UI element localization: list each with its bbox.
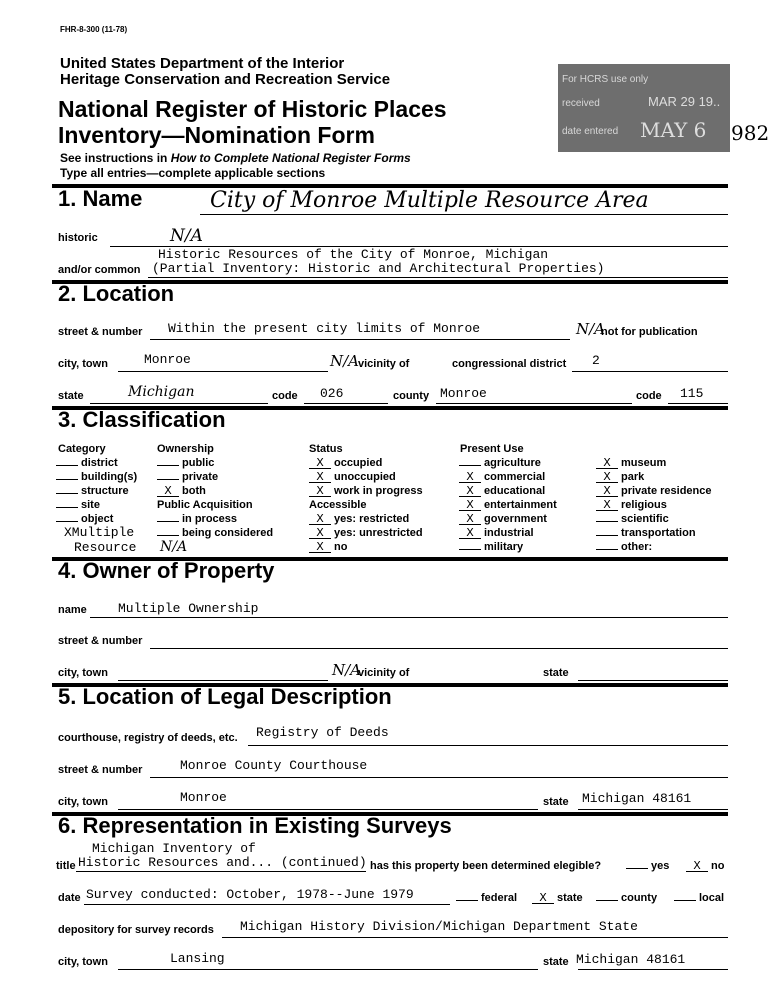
survey-state-value: Michigan 48161 — [576, 952, 686, 967]
acquisition-in-process[interactable]: in process — [157, 513, 237, 525]
accessible-restricted[interactable]: X yes: restricted — [309, 513, 409, 525]
ownership-private[interactable]: private — [157, 471, 218, 483]
use-industrial[interactable]: X industrial — [459, 527, 534, 539]
category-multiple: XMultiple — [64, 525, 135, 540]
section-2-heading: 2. Location — [58, 281, 175, 306]
eligible-yes[interactable]: yes — [626, 860, 669, 872]
status-occupied[interactable]: X occupied — [309, 457, 382, 469]
legal-street-label: street & number — [58, 764, 143, 776]
acquisition-heading: Public Acquisition — [157, 499, 253, 511]
use-other[interactable]: other: — [596, 541, 652, 553]
eligible-question: has this property been determined elegible? — [370, 860, 602, 872]
survey-date-value: Survey conducted: October, 1978--June 1979 — [86, 887, 414, 902]
owner-state-label: state — [543, 667, 569, 679]
state-code-value: 026 — [320, 386, 344, 401]
status-work-in-progress[interactable]: X work in progress — [309, 485, 423, 497]
vicinity-na: N/A — [330, 352, 360, 370]
form-title-line-1: National Register of Historic Places — [58, 96, 447, 122]
county-value: Monroe — [440, 386, 487, 401]
section-4-heading: 4. Owner of Property — [58, 558, 275, 583]
ownership-public[interactable]: public — [157, 457, 214, 469]
county-code-label: code — [636, 390, 662, 402]
owner-street-label: street & number — [58, 635, 143, 647]
county-code-value: 115 — [680, 386, 704, 401]
legal-city-label: city, town — [58, 796, 108, 808]
courthouse-value: Registry of Deeds — [256, 725, 389, 740]
legal-street-value: Monroe County Courthouse — [180, 758, 368, 773]
hcrs-use-only-stamp: For HCRS use only received MAR 29 19.. date entered MAY 6 — [558, 64, 730, 152]
congressional-value: 2 — [592, 353, 600, 368]
section-3-heading: 3. Classification — [58, 407, 226, 432]
survey-federal[interactable]: federal — [456, 892, 517, 904]
legal-state-label: state — [543, 796, 569, 808]
street-label: street & number — [58, 326, 143, 338]
category-resource: Resource — [74, 540, 137, 555]
survey-title-line-2: Historic Resources and... (continued) — [78, 855, 367, 870]
category-heading: Category — [58, 443, 106, 455]
not-publication-na: N/A — [576, 320, 606, 338]
owner-name-value: Multiple Ownership — [118, 601, 259, 616]
owner-vicinity-na: N/A — [332, 661, 362, 679]
survey-local[interactable]: local — [674, 892, 724, 904]
instructions-line-1: See instructions in How to Complete National Register Forms — [60, 151, 411, 165]
stamp-year: 982 — [731, 121, 770, 145]
status-unoccupied[interactable]: X unoccupied — [309, 471, 396, 483]
congressional-label: congressional district — [452, 358, 567, 370]
use-entertainment[interactable]: X entertainment — [459, 499, 557, 511]
ownership-both[interactable]: X both — [157, 485, 206, 497]
county-label: county — [393, 390, 430, 402]
use-religious[interactable]: X religious — [596, 499, 667, 511]
use-commercial[interactable]: X commercial — [459, 471, 545, 483]
courthouse-label: courthouse, registry of deeds, etc. — [58, 732, 238, 744]
depository-value: Michigan History Division/Michigan Department State — [240, 919, 638, 934]
eligible-no[interactable]: X no — [686, 860, 724, 872]
agency-line-2: Heritage Conservation and Recreation Service — [60, 71, 391, 88]
use-agriculture[interactable]: agriculture — [459, 457, 541, 469]
acquisition-na: N/A — [160, 539, 188, 555]
use-museum[interactable]: X museum — [596, 457, 666, 469]
state-value: Michigan — [128, 384, 195, 400]
section-6-heading: 6. Representation in Existing Surveys — [58, 813, 452, 838]
state-label: state — [58, 390, 84, 402]
city-label: city, town — [58, 358, 108, 370]
legal-city-value: Monroe — [180, 790, 227, 805]
not-publication-label: not for publication — [601, 326, 698, 338]
accessible-no[interactable]: X no — [309, 541, 347, 553]
present-use-heading: Present Use — [460, 443, 524, 455]
use-government[interactable]: X government — [459, 513, 547, 525]
legal-state-value: Michigan 48161 — [582, 791, 692, 806]
accessible-unrestricted[interactable]: X yes: unrestricted — [309, 527, 423, 539]
use-military[interactable]: military — [459, 541, 523, 553]
owner-name-label: name — [58, 604, 87, 616]
acquisition-being-considered[interactable]: being considered — [157, 527, 273, 539]
handwritten-name: City of Monroe Multiple Resource Area — [210, 188, 649, 213]
category-district[interactable]: district — [56, 457, 118, 469]
status-heading: Status — [309, 443, 343, 455]
use-educational[interactable]: X educational — [459, 485, 545, 497]
common-name-line-1: Historic Resources of the City of Monroe, Michigan — [158, 247, 549, 262]
vicinity-label: vicinity of — [358, 358, 410, 370]
agency-line-1: United States Department of the Interior — [60, 55, 345, 72]
use-transportation[interactable]: transportation — [596, 527, 696, 539]
form-title-line-2: Inventory—Nomination Form — [58, 122, 375, 148]
historic-value: N/A — [170, 226, 203, 246]
survey-city-value: Lansing — [170, 951, 225, 966]
survey-title-label: title — [56, 860, 76, 872]
survey-title-line-1: Michigan Inventory of — [92, 841, 256, 856]
category-site[interactable]: site — [56, 499, 100, 511]
survey-county[interactable]: county — [596, 892, 657, 904]
category-structure[interactable]: structure — [56, 485, 129, 497]
survey-state[interactable]: X state — [532, 892, 583, 904]
state-code-label: code — [272, 390, 298, 402]
depository-label: depository for survey records — [58, 924, 214, 936]
section-5-heading: 5. Location of Legal Description — [58, 684, 392, 709]
historic-label: historic — [58, 232, 98, 244]
section-1-heading: 1. Name — [58, 186, 143, 211]
category-object[interactable]: object — [56, 513, 113, 525]
city-value: Monroe — [144, 352, 191, 367]
common-name-line-2: (Partial Inventory: Historic and Architectural Properties) — [152, 261, 605, 276]
owner-city-label: city, town — [58, 667, 108, 679]
use-scientific[interactable]: scientific — [596, 513, 669, 525]
owner-vicinity-label: vicinity of — [358, 667, 410, 679]
street-value: Within the present city limits of Monroe — [168, 321, 481, 336]
survey-date-label: date — [58, 892, 81, 904]
use-park[interactable]: X park — [596, 471, 644, 483]
common-label: and/or common — [58, 264, 141, 276]
ownership-heading: Ownership — [157, 443, 214, 455]
use-private-residence[interactable]: X private residence — [596, 485, 712, 497]
survey-state-label: state — [543, 956, 569, 968]
instructions-line-2: Type all entries—complete applicable sections — [60, 166, 326, 180]
form-code: FHR-8-300 (11-78) — [60, 25, 128, 34]
survey-city-label: city, town — [58, 956, 108, 968]
accessible-heading: Accessible — [309, 499, 367, 511]
category-buildings[interactable]: building(s) — [56, 471, 137, 483]
